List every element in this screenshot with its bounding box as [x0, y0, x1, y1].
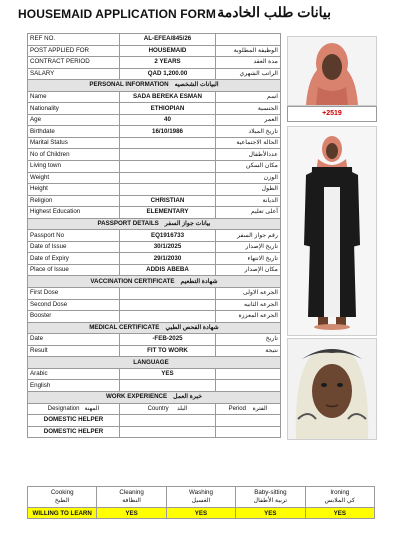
row-label: Passport No — [28, 230, 120, 242]
row-label: Religion — [28, 195, 120, 207]
row-label-ar: الجرعه الاولى — [216, 288, 281, 300]
row-label-ar: نتيجة — [216, 345, 281, 357]
personal-row — [28, 195, 281, 207]
row-label: Date — [28, 334, 120, 346]
skill-value: YES — [305, 508, 374, 519]
skill-name-ar: النظافة — [122, 497, 141, 504]
row-value — [120, 149, 216, 161]
form-title-ar: بيانات طلب الخادمة — [217, 4, 331, 20]
row-label-ar: الجرعه الثانيه — [216, 299, 281, 311]
row-label-ar: الحالة الاجتماعية — [216, 137, 281, 149]
skill-name: Baby-sitting — [254, 489, 287, 496]
row-label-ar: الطول — [216, 184, 281, 196]
row-label-ar: تاريخ الإصدار — [216, 241, 281, 253]
skill-name-ar: الغسيل — [191, 497, 211, 504]
row-label: First Dose — [28, 288, 120, 300]
form-title-en: HOUSEMAID APPLICATION FORM — [18, 7, 216, 21]
col-country: Country — [147, 405, 169, 412]
row-label: No of Children — [28, 149, 120, 161]
language-section-header — [28, 357, 281, 369]
row-value: 16/10/1986 — [120, 126, 216, 138]
section-title: VACCINATION CERTIFICATE — [90, 277, 175, 285]
experience-country — [120, 426, 216, 438]
row-value: QAD 1,200.00 — [120, 68, 216, 80]
row-value: YES — [120, 368, 216, 380]
personal-row — [28, 103, 281, 115]
col-country-ar: البلد — [176, 405, 188, 412]
col-designation: Designation — [47, 405, 80, 412]
skill-value: YES — [166, 508, 235, 519]
section-title: WORK EXPERIENCE — [105, 393, 168, 401]
col-designation-ar: المهنة — [84, 405, 100, 412]
row-label: Date of Expiry — [28, 253, 120, 265]
skill-header — [236, 487, 305, 508]
contract-row — [28, 57, 281, 69]
personal-section-header — [28, 80, 281, 92]
row-label: Nationality — [28, 103, 120, 115]
row-label: REF NO. — [28, 34, 120, 46]
post-row — [28, 45, 281, 57]
row-label-ar: مدة العقد — [216, 57, 281, 69]
medical-row — [28, 345, 281, 357]
row-label-ar: أعلى تعليم — [216, 207, 281, 219]
skill-value: WILLING TO LEARN — [28, 508, 97, 519]
skills-header-row — [28, 487, 375, 508]
row-label-ar: مكان السكن — [216, 161, 281, 173]
row-label: Age — [28, 114, 120, 126]
row-label-ar: عددالأطفال — [216, 149, 281, 161]
vaccination-section-header — [28, 276, 281, 288]
skill-name: Ironing — [330, 489, 350, 496]
section-title-ar: بيانات جواز السفر — [164, 220, 211, 228]
skill-name: Washing — [189, 489, 213, 496]
row-label-ar: تاريخ — [216, 334, 281, 346]
skill-header — [166, 487, 235, 508]
row-label-ar: الوزن — [216, 172, 281, 184]
row-value: 40 — [120, 114, 216, 126]
row-value: CHRISTIAN — [120, 195, 216, 207]
row-label: SALARY — [28, 68, 120, 80]
row-label: Result — [28, 345, 120, 357]
row-value: -FEB-2025 — [120, 334, 216, 346]
row-value: 29/1/2030 — [120, 253, 216, 265]
row-value — [120, 137, 216, 149]
section-title-ar: البيانات الشخصيه — [174, 81, 219, 89]
section-title-ar: شهادة التطعيم — [180, 277, 218, 285]
vaccination-row — [28, 311, 281, 323]
row-value: SADA BEREKA ESMAN — [120, 91, 216, 103]
headshot-photo — [287, 36, 377, 106]
row-label-ar: تاريخ الميلاد — [216, 126, 281, 138]
section-title: PERSONAL INFORMATION — [89, 81, 169, 89]
row-label: Name — [28, 91, 120, 103]
row-label: Marital Status — [28, 137, 120, 149]
section-title-ar: خبرة العمل — [173, 393, 203, 401]
experience-designation: DOMESTIC HELPER — [28, 426, 120, 438]
row-value: ELEMENTARY — [120, 207, 216, 219]
skill-value: YES — [97, 508, 166, 519]
full-body-photo — [287, 126, 377, 336]
passport-section-header — [28, 218, 281, 230]
language-row — [28, 368, 281, 380]
phone-code: +2519 — [287, 106, 377, 122]
row-label: Second Dose — [28, 299, 120, 311]
skill-name: Cleaning — [119, 489, 144, 496]
passport-row — [28, 253, 281, 265]
medical-row — [28, 334, 281, 346]
skill-name-ar: الطبخ — [54, 497, 70, 504]
section-title: LANGUAGE — [133, 358, 169, 366]
personal-row — [28, 91, 281, 103]
row-label: Highest Education — [28, 207, 120, 219]
face-closeup-photo — [287, 338, 377, 440]
row-label-ar — [216, 368, 281, 380]
row-label: Birthdate — [28, 126, 120, 138]
experience-column-headers — [28, 403, 281, 415]
row-value — [120, 299, 216, 311]
personal-row — [28, 172, 281, 184]
skill-header — [97, 487, 166, 508]
row-value: ADDIS ABEBA — [120, 264, 216, 276]
skill-name: Cooking — [50, 489, 74, 496]
row-label-ar: الجرعه المعززة — [216, 311, 281, 323]
experience-period — [216, 415, 281, 427]
col-period: Period — [228, 405, 246, 412]
col-period-ar: الفترة — [252, 405, 268, 412]
row-label: Place of Issue — [28, 264, 120, 276]
skill-header — [28, 487, 97, 508]
skill-header — [305, 487, 374, 508]
personal-row — [28, 184, 281, 196]
skills-table — [27, 486, 375, 519]
row-label-ar: اسم — [216, 91, 281, 103]
row-label: Height — [28, 184, 120, 196]
experience-designation: DOMESTIC HELPER — [28, 415, 120, 427]
row-value — [120, 311, 216, 323]
ref-no-row — [28, 34, 281, 46]
row-label-ar: رقم جواز السفر — [216, 230, 281, 242]
salary-row — [28, 68, 281, 80]
application-table — [27, 33, 281, 438]
form-header — [0, 0, 403, 28]
medical-section-header — [28, 322, 281, 334]
row-label-ar: الراتب الشهري — [216, 68, 281, 80]
experience-row — [28, 415, 281, 427]
row-label: Date of Issue — [28, 241, 120, 253]
skill-value: YES — [236, 508, 305, 519]
row-value: EQ1916733 — [120, 230, 216, 242]
experience-row — [28, 426, 281, 438]
row-value: HOUSEMAID — [120, 45, 216, 57]
row-label-ar: مكان الإصدار — [216, 264, 281, 276]
passport-row — [28, 241, 281, 253]
experience-country — [120, 415, 216, 427]
personal-row — [28, 114, 281, 126]
row-value — [120, 288, 216, 300]
personal-row — [28, 137, 281, 149]
language-row — [28, 380, 281, 392]
row-value: AL-EFEA/845/26 — [120, 34, 216, 46]
row-value — [120, 172, 216, 184]
row-value: FIT TO WORK — [120, 345, 216, 357]
experience-section-header — [28, 391, 281, 403]
row-value — [120, 380, 216, 392]
row-value: 2 YEARS — [120, 57, 216, 69]
row-label: Weight — [28, 172, 120, 184]
row-value: ETHIOPIAN — [120, 103, 216, 115]
row-label: CONTRACT PERIOD — [28, 57, 120, 69]
vaccination-row — [28, 288, 281, 300]
row-label: POST APPLIED FOR — [28, 45, 120, 57]
skill-name-ar: تربية الأطفال — [253, 497, 288, 504]
personal-row — [28, 126, 281, 138]
row-label: Booster — [28, 311, 120, 323]
row-label-ar: تاريخ الانتهاء — [216, 253, 281, 265]
row-label-ar: الجنسية — [216, 103, 281, 115]
row-label-ar: العمر — [216, 114, 281, 126]
row-value — [120, 184, 216, 196]
vaccination-row — [28, 299, 281, 311]
row-label-ar — [216, 34, 281, 46]
row-label: Arabic — [28, 368, 120, 380]
row-label: English — [28, 380, 120, 392]
row-label: Living town — [28, 161, 120, 173]
row-label-ar: الوظيفة المطلوبة — [216, 45, 281, 57]
skills-value-row — [28, 508, 375, 519]
experience-period — [216, 426, 281, 438]
row-value: 30/1/2025 — [120, 241, 216, 253]
row-label-ar: الديانة — [216, 195, 281, 207]
row-value — [120, 161, 216, 173]
skill-name-ar: كي الملابس — [324, 497, 355, 504]
section-title: MEDICAL CERTIFICATE — [89, 323, 160, 331]
row-label-ar — [216, 380, 281, 392]
section-title-ar: شهادة الفحص الطبي — [165, 323, 219, 331]
section-title: PASSPORT DETAILS — [97, 220, 159, 228]
passport-row — [28, 230, 281, 242]
passport-row — [28, 264, 281, 276]
personal-row — [28, 161, 281, 173]
personal-row — [28, 207, 281, 219]
personal-row — [28, 149, 281, 161]
